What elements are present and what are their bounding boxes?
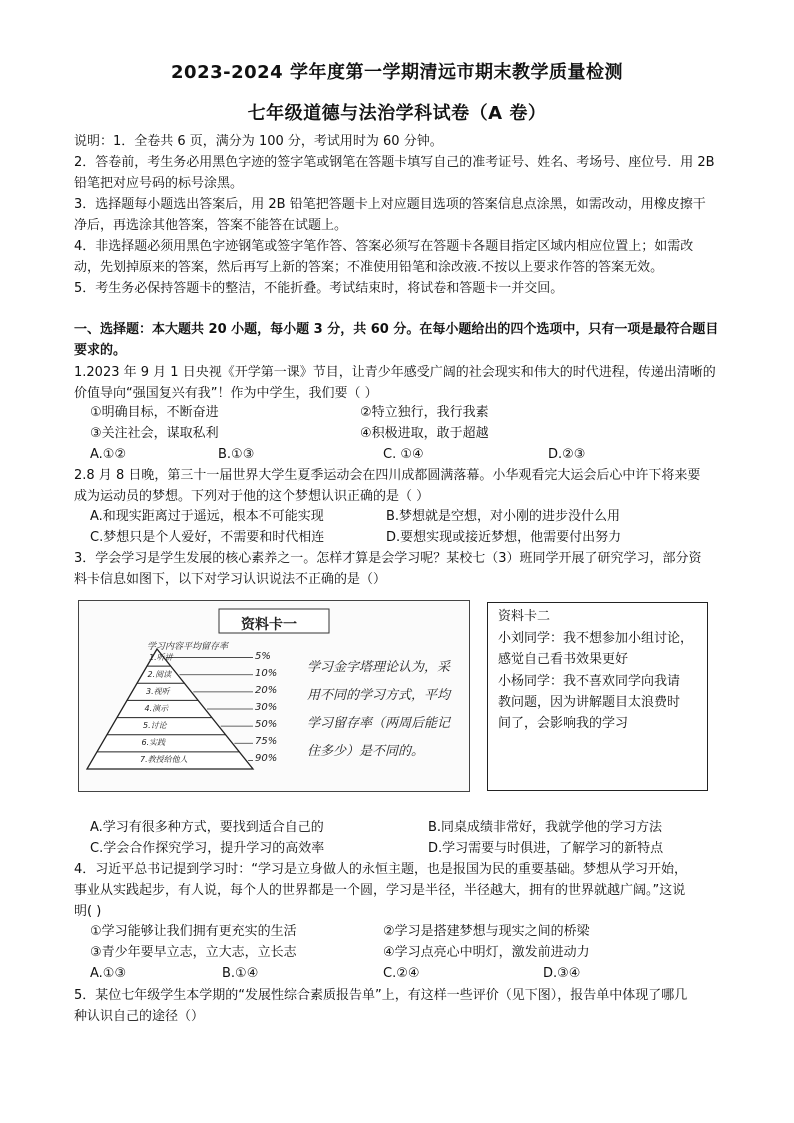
- pyramid-percent-label: 20%: [255, 684, 278, 696]
- question-1-stem: 1.2023 年 9 月 1 日央视《开学第一课》节目，让青少年感受广阔的社会现实和伟大的时代进程，传递出清晰的: [74, 365, 716, 380]
- card-two-line: 感觉自己看书效果更好: [498, 652, 629, 667]
- question-3-option-c: C.学会合作探究学习，提升学习的高效率: [90, 841, 325, 856]
- question-1-option-d: D.②③: [548, 447, 586, 462]
- question-4-option-b: B.①④: [222, 966, 259, 981]
- pyramid-level-label: 7.教授给他人: [140, 755, 188, 765]
- pyramid-percent-label: 30%: [255, 702, 278, 713]
- question-3-stem: 料卡信息如图下，以下对学习认识说法不正确的是（）: [74, 572, 387, 587]
- exam-title: 2023-2024 学年度第一学期清远市期末教学质量检测: [171, 62, 623, 83]
- instruction-line: 2．答卷前，考生务必用黑色字迹的签字笔或钢笔在答题卡填写自己的准考证号、姓名、考场号、座位号．用 2B: [74, 155, 715, 170]
- question-3-stem: 3．学会学习是学生发展的核心素养之一。怎样才算是会学习呢？某校七（3）班同学开展了研究学习，部分资: [74, 551, 702, 566]
- question-4-statement: ①学习能够让我们拥有更充实的生活: [90, 924, 297, 939]
- pyramid-percent-label: 5%: [255, 650, 271, 662]
- question-5-stem: 种认识自己的途径（）: [74, 1009, 205, 1024]
- question-2-stem: 2.8 月 8 日晚，第三十一届世界大学生夏季运动会在四川成都圆满落幕。小华观看完大运会后心中许下将来要: [74, 468, 701, 483]
- question-1-statement: ④积极进取，敢于超越: [360, 426, 489, 441]
- card-two-title: 资料卡二: [498, 609, 551, 624]
- pyramid-percent-label: 50%: [255, 719, 278, 731]
- info-card-two: [487, 602, 708, 791]
- section-heading: 一、选择题：本大题共 20 小题，每小题 3 分，共 60 分。在每小题给出的四个选项中，只有一项是最符合题目: [74, 322, 719, 337]
- info-card-one: [78, 600, 470, 792]
- question-4-stem: 事业从实践起步，有人说，每个人的世界都是一个圆，学习是半径，半径越大，拥有的世界就越广阔。”这说: [74, 883, 686, 898]
- question-5-stem: 5．某位七年级学生本学期的“发展性综合素质报告单”上，有这样一些评价（见下图），报告单中体现了哪几: [74, 988, 688, 1003]
- card-one-title: 资料卡一: [241, 617, 297, 633]
- card-two-line: 小杨同学：我不喜欢同学向我请: [498, 674, 681, 689]
- question-1-option-b: B.①③: [218, 447, 255, 462]
- exam-subtitle: 七年级道德与法治学科试卷（A 卷）: [247, 103, 547, 124]
- pyramid-level-label: 2.阅读: [147, 669, 172, 679]
- card-one-text-line: 学习留存率（两周后能记: [307, 716, 451, 731]
- pyramid-percent-label: 90%: [255, 753, 278, 765]
- question-2-stem: 成为运动员的梦想。下列对于他的这个梦想认识正确的是（ ）: [74, 489, 430, 504]
- pyramid-level-label: 1.听讲: [149, 652, 173, 662]
- pyramid-level-label: 4.演示: [144, 704, 169, 713]
- question-4-option-a: A.①③: [90, 966, 127, 981]
- question-4-statement: ④学习点亮心中明灯，激发前进动力: [383, 945, 590, 960]
- instruction-line: 净后，再选涂其他答案，答案不能答在试题上。: [74, 218, 348, 233]
- question-4-stem: 明( ): [74, 904, 102, 919]
- instruction-line: 铅笔把对应号码的标号涂黑。: [74, 176, 244, 191]
- question-4-statement: ③青少年要早立志，立大志，立长志: [90, 945, 297, 960]
- pyramid-level-label: 5.讨论: [143, 721, 167, 731]
- pyramid-percent-label: 75%: [255, 736, 278, 748]
- instruction-line: 说明：1．全卷共 6 页，满分为 100 分，考试用时为 60 分钟。: [74, 134, 443, 149]
- question-1-statement: ①明确目标，不断奋进: [90, 405, 219, 420]
- question-4-option-c: C.②④: [383, 966, 420, 981]
- question-2-option-c: C.梦想只是个人爱好，不需要和时代相连: [90, 530, 325, 545]
- question-2-option-b: B.梦想就是空想，对小刚的进步没什么用: [386, 509, 621, 524]
- card-one-text-line: 学习金字塔理论认为，采: [307, 660, 451, 675]
- card-two-line: 间了，会影响我的学习: [498, 716, 629, 731]
- card-one-text-line: 住多少）是不同的。: [307, 744, 425, 759]
- pyramid-level-label: 3.视听: [146, 686, 170, 696]
- pyramid-caption: 学习内容平均留存率: [147, 642, 229, 652]
- question-4-stem: 4．习近平总书记提到学习时：“学习是立身做人的永恒主题，也是报国为民的重要基础。梦想从学习开始，: [74, 862, 688, 877]
- pyramid-level-label: 6.实践: [141, 738, 166, 748]
- question-1-option-a: A.①②: [90, 447, 127, 462]
- question-2-option-a: A.和现实距离过于遥远，根本不可能实现: [90, 509, 324, 524]
- card-two-line: 教问题，因为讲解题目太浪费时: [498, 695, 681, 710]
- question-4-statement: ②学习是搭建梦想与现实之间的桥梁: [383, 924, 590, 939]
- question-3-option-d: D.学习需要与时俱进，了解学习的新特点: [428, 841, 664, 856]
- section-heading: 要求的。: [74, 343, 127, 358]
- question-1-option-c: C. ①④: [383, 447, 424, 462]
- question-1-statement: ②特立独行，我行我素: [360, 405, 489, 420]
- question-1-stem: 价值导向“强国复兴有我”！作为中学生，我们要（ ）: [74, 386, 378, 401]
- question-3-option-b: B.同桌成绩非常好，我就学他的学习方法: [428, 820, 663, 835]
- question-2-option-d: D.要想实现或接近梦想，他需要付出努力: [386, 530, 622, 545]
- card-one-text-line: 用不同的学习方式，平均: [307, 688, 451, 703]
- question-4-option-d: D.③④: [543, 966, 581, 981]
- question-1-statement: ③关注社会，谋取私利: [90, 426, 219, 441]
- instruction-line: 动，先划掉原来的答案，然后再写上新的答案；不准使用铅笔和涂改液.不按以上要求作答的答案无效。: [74, 260, 664, 275]
- instruction-line: 5．考生务必保持答题卡的整洁，不能折叠。考试结束时，将试卷和答题卡一并交回。: [74, 281, 564, 296]
- card-two-line: 小刘同学：我不想参加小组讨论，: [498, 631, 694, 646]
- question-3-option-a: A.学习有很多种方式，要找到适合自己的: [90, 820, 324, 835]
- pyramid-percent-label: 10%: [255, 667, 278, 679]
- instruction-line: 4．非选择题必须用黑色字迹钢笔或签字笔作答、答案必须写在答题卡各题目指定区域内相应位置上；如需改: [74, 239, 694, 254]
- instruction-line: 3．选择题每小题选出答案后，用 2B 铅笔把答题卡上对应题目选项的答案信息点涂黑，如需改动，用橡皮擦干: [74, 197, 706, 212]
